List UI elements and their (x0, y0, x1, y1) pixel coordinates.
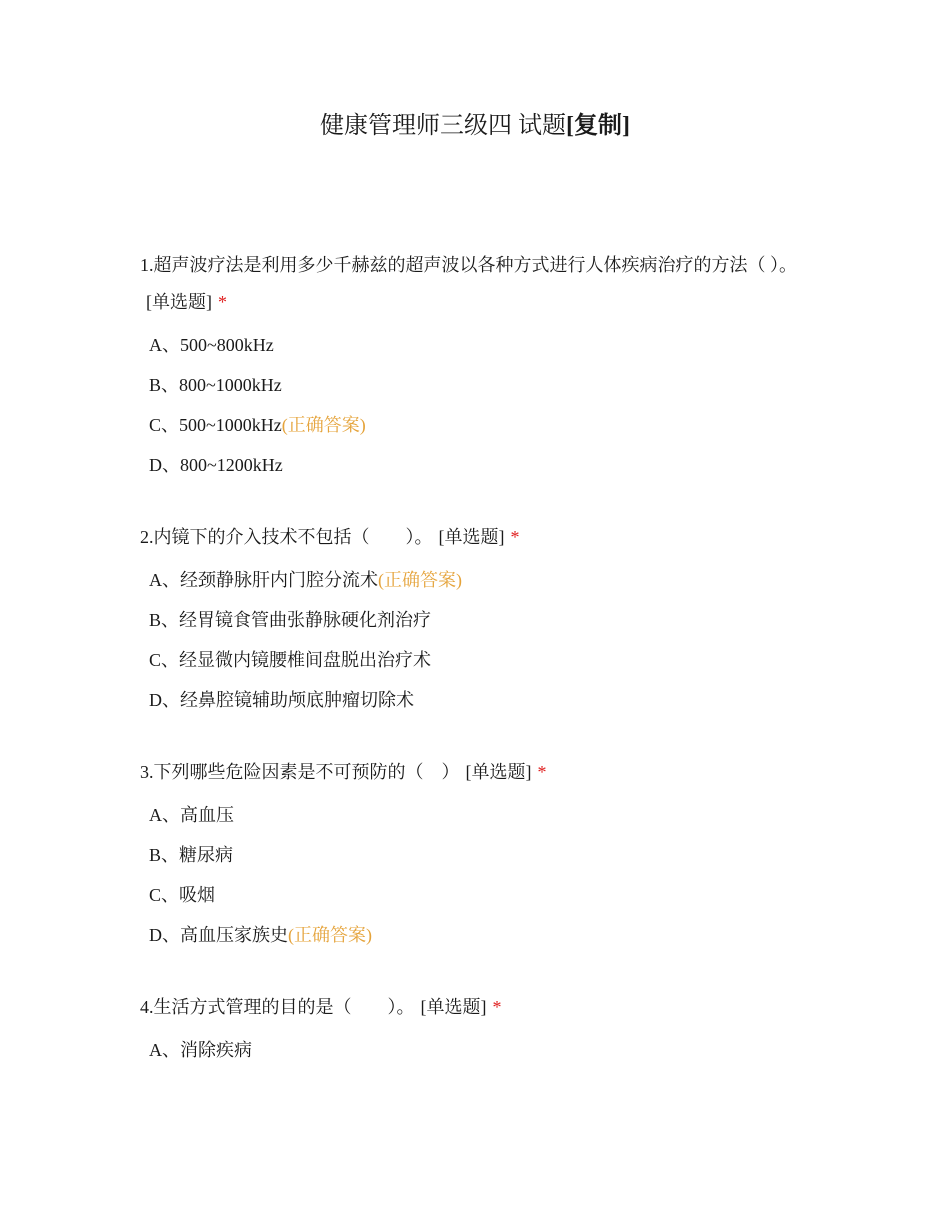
question-type: [单选题] (420, 997, 487, 1017)
question-stem (140, 989, 800, 1026)
question-3 (140, 754, 800, 955)
option-text: D、经鼻腔镜辅助颅底肿瘤切除术 (149, 690, 414, 710)
option-a (140, 1030, 800, 1070)
option-text: C、经显微内镜腰椎间盘脱出治疗术 (149, 650, 432, 670)
question-list (140, 247, 800, 1104)
title-text: 健康管理师三级四 试题 (320, 113, 566, 139)
option-text: A、经颈静脉肝内门腔分流术 (149, 570, 378, 590)
option-text: C、吸烟 (149, 885, 216, 905)
option-text: A、高血压 (149, 805, 234, 825)
option-text: A、500~800kHz (149, 335, 274, 355)
required-mark: * (510, 527, 520, 547)
question-type: [单选题] (438, 527, 505, 547)
question-1 (140, 247, 800, 485)
option-a (140, 325, 800, 365)
option-b (140, 835, 800, 875)
question-4 (140, 989, 800, 1070)
option-d (140, 445, 800, 485)
question-text: 4.生活方式管理的目的是（ ）。 (140, 997, 415, 1017)
question-type: [单选题] (465, 762, 532, 782)
correct-answer-label: (正确答案) (378, 570, 462, 590)
option-b (140, 365, 800, 405)
option-text: C、500~1000kHz (149, 415, 282, 435)
question-text: 2.内镜下的介入技术不包括（ ）。 (140, 527, 433, 547)
title-suffix: [复制] (566, 113, 630, 139)
option-b (140, 600, 800, 640)
required-mark: * (492, 997, 502, 1017)
question-type: [单选题] (146, 292, 212, 312)
option-a (140, 795, 800, 835)
option-text: D、800~1200kHz (149, 455, 283, 475)
correct-answer-label: (正确答案) (281, 415, 366, 435)
option-text: B、经胃镜食管曲张静脉硬化剂治疗 (149, 610, 432, 630)
option-c (140, 875, 800, 915)
option-c (140, 405, 800, 445)
question-stem (140, 754, 800, 791)
required-mark: * (537, 762, 547, 782)
correct-answer-label: (正确答案) (288, 925, 372, 945)
question-2 (140, 519, 800, 720)
option-text: A、消除疾病 (149, 1040, 252, 1060)
option-a (140, 560, 800, 600)
option-d (140, 680, 800, 720)
question-text: 3.下列哪些危险因素是不可预防的（ ） (140, 762, 460, 782)
option-text: D、高血压家族史 (149, 925, 288, 945)
option-c (140, 640, 800, 680)
required-mark: * (218, 292, 227, 312)
page-title (0, 108, 950, 144)
option-text: B、糖尿病 (149, 845, 234, 865)
question-stem (140, 519, 800, 556)
option-text: B、800~1000kHz (149, 375, 282, 395)
question-stem (140, 247, 800, 321)
option-d (140, 915, 800, 955)
question-text: 1.超声波疗法是利用多少千赫兹的超声波以各种方式进行人体疾病治疗的方法（ ）。 (140, 255, 797, 275)
